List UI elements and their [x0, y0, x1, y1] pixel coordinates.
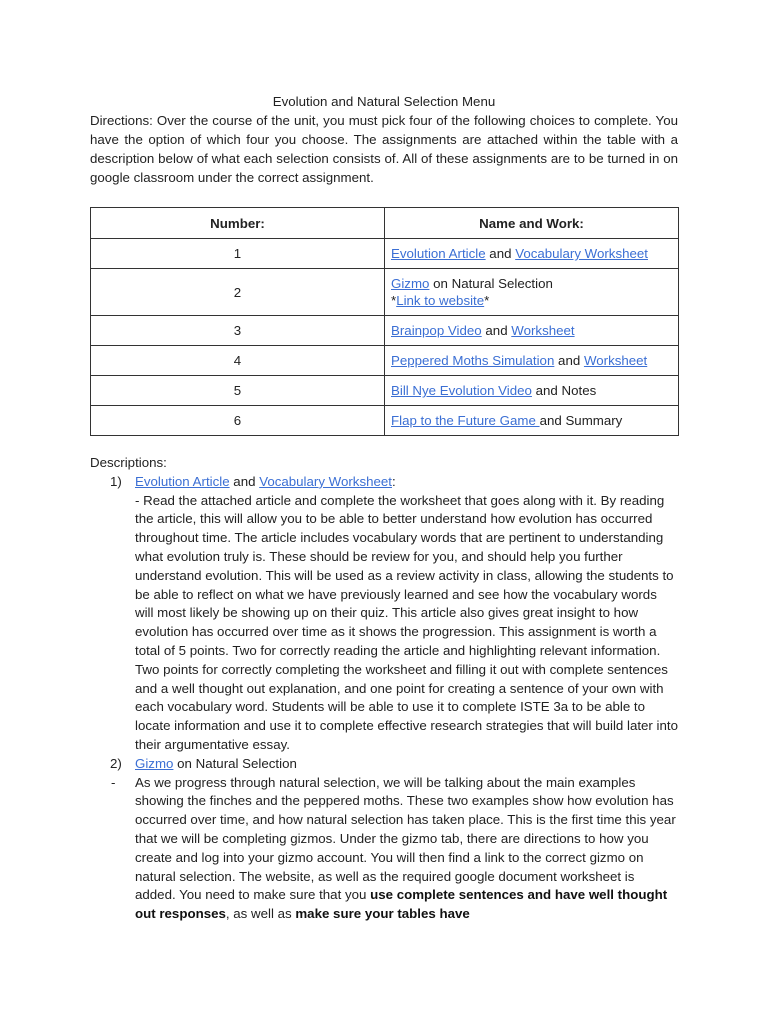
asterisk: * — [484, 293, 490, 308]
directions-text: Directions: Over the course of the unit, you must pick four of the following choices to complete. You have the option of which four you choose. The assignments are attached within the table with a description below of what each selection consists of. All of these assignments are to be turned in on google classroom under the correct assignment. — [90, 113, 678, 185]
table-row — [91, 316, 679, 346]
header-number: Number: — [91, 208, 385, 239]
descriptions-heading: Descriptions: — [90, 455, 167, 470]
item-number: 1) — [110, 473, 122, 489]
vocabulary-worksheet-link[interactable]: Vocabulary Worksheet — [259, 473, 392, 489]
table-row — [91, 239, 679, 269]
vocabulary-worksheet-link[interactable]: Vocabulary Worksheet — [515, 246, 648, 261]
gizmo-link[interactable]: Gizmo — [391, 276, 430, 291]
evolution-article-link[interactable]: Evolution Article — [391, 246, 486, 261]
item-text: and — [229, 473, 260, 489]
row-text: on Natural Selection — [429, 276, 553, 291]
row-text: and — [485, 246, 516, 261]
choices-table — [90, 207, 679, 436]
row-text: and Summary — [539, 413, 623, 428]
bold-text: make sure your tables have — [295, 906, 470, 922]
document-title: Evolution and Natural Selection Menu — [272, 94, 496, 109]
row-text: and Notes — [531, 383, 597, 398]
description-item — [90, 473, 678, 755]
row-work — [385, 239, 679, 269]
brainpop-video-link[interactable]: Brainpop Video — [391, 323, 482, 338]
table-row — [91, 406, 679, 436]
bill-nye-video-link[interactable]: Bill Nye Evolution Video — [391, 383, 532, 398]
row-number: 1 — [91, 239, 385, 269]
item-text: : — [391, 473, 396, 489]
row-work — [385, 406, 679, 436]
asterisk: * — [391, 293, 397, 308]
document-page — [90, 92, 678, 924]
row-work — [385, 376, 679, 406]
row-work — [385, 316, 679, 346]
flap-game-link[interactable]: Flap to the Future Game — [391, 413, 540, 428]
table-row — [91, 269, 679, 316]
table-row — [91, 346, 679, 376]
worksheet-link[interactable]: Worksheet — [583, 353, 648, 368]
descriptions-section — [90, 454, 678, 924]
header-name-work: Name and Work: — [385, 208, 679, 239]
table-row — [91, 376, 679, 406]
item-number: 2) — [110, 755, 122, 771]
item-body: - Read the attached article and complete the worksheet that goes along with it. By reading the article, this will allow you to be able to better understand how evolution has occurred throughout time. The article includes vocabulary words that are pertinent to understanding what evolution truly is. These should be review for you, and should help you further understand evolution. This will be used as a review activity in class, allowing the students to be able to reflect on what we have previously learned and see how the vocabulary words will most likely be showing up on their quiz. This article also gives great insight to how evolution has occurred over time as it shows the progression. This assignment is worth a total of 5 points. Two for correctly reading the article and highlighting relevant information. Two points for correctly completing the worksheet and filling it out with complete sentences and a well thought out explanation, and one point for creating a sentence of your own with each vocabulary word. Students will be able to use it to complete ISTE 3a to be able to locate information and use it to complete effective research strategies that will build later into their argumentative essay. — [135, 492, 678, 752]
body-text: As we progress through natural selection, we will be talking about the main examples showing the finches and the peppered moths. These two examples show how evolution has occurred over time, and how natural selection has taken place. This is the first time this year that we will be completing gizmos. Under the gizmo tab, there are directions to how you create and log into your gizmo account. You will then find a link to the correct gizmo on natural selection. The website, as well as the required google document worksheet is added. You need to make sure that you — [135, 774, 676, 903]
row-work — [385, 269, 679, 316]
row-number: 5 — [91, 376, 385, 406]
table-header-row — [91, 208, 679, 239]
bold-text: use complete sentences and have well thought out responses — [135, 887, 668, 922]
gizmo-link[interactable]: Gizmo — [135, 755, 174, 771]
item-body — [90, 774, 678, 924]
website-link[interactable]: Link to website — [396, 293, 485, 308]
row-work — [385, 346, 679, 376]
row-number: 2 — [91, 269, 385, 316]
row-number: 3 — [91, 316, 385, 346]
dash-bullet: - — [111, 774, 116, 790]
body-text: , as well as — [225, 906, 296, 922]
row-number: 4 — [91, 346, 385, 376]
description-item — [90, 755, 678, 774]
item-text: on Natural Selection — [173, 755, 297, 771]
evolution-article-link[interactable]: Evolution Article — [135, 473, 230, 489]
row-text: and — [554, 353, 584, 368]
worksheet-link[interactable]: Worksheet — [511, 323, 575, 338]
row-text: and — [481, 323, 512, 338]
peppered-moths-link[interactable]: Peppered Moths Simulation — [391, 353, 555, 368]
row-number: 6 — [91, 406, 385, 436]
